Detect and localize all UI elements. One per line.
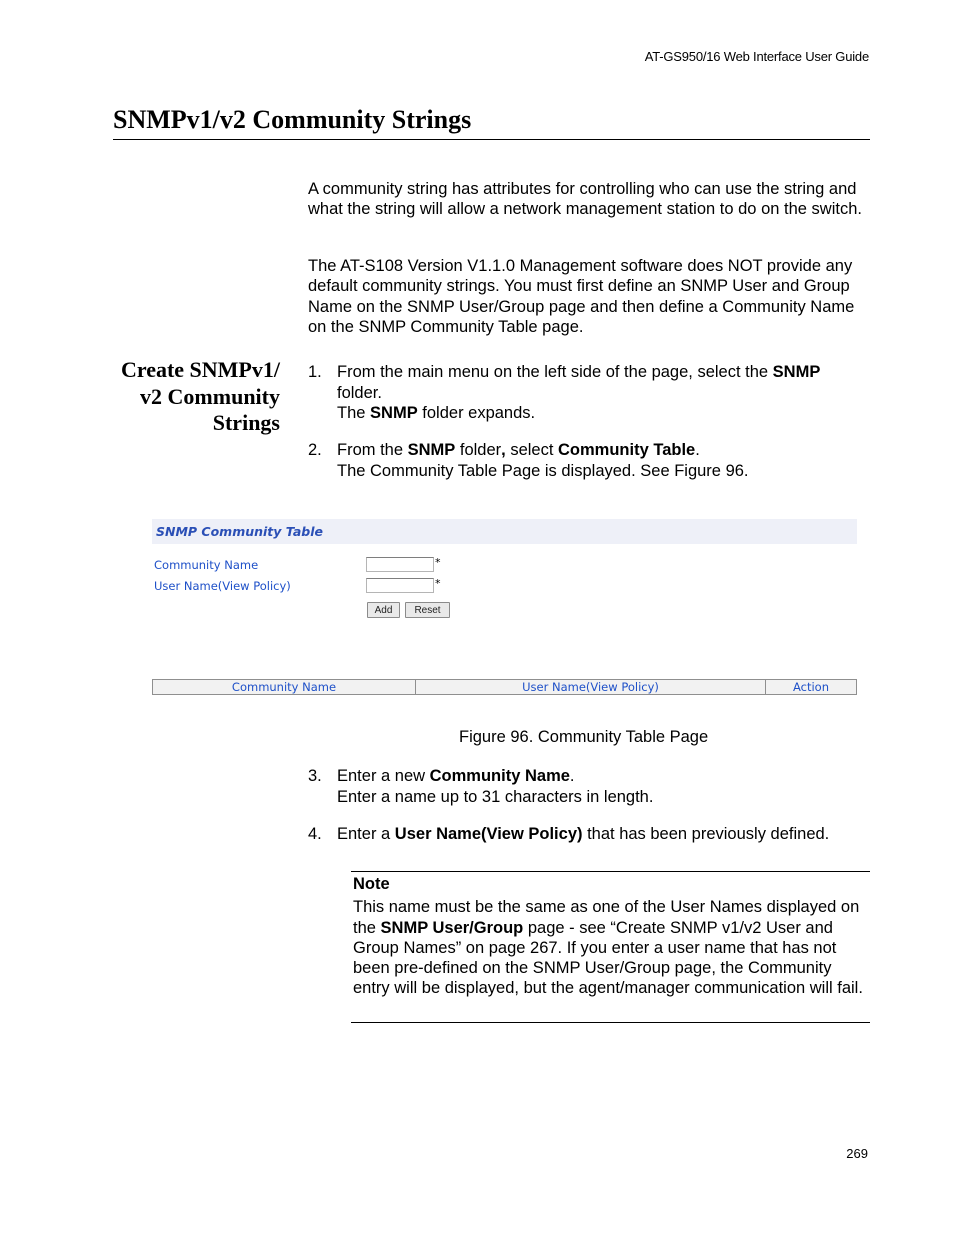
- user-name-view-policy-label: User Name(View Policy): [154, 579, 291, 593]
- running-header: AT-GS950/16 Web Interface User Guide: [644, 49, 869, 64]
- community-table-header: [152, 679, 857, 695]
- section-title: SNMPv1/v2 Community Strings: [113, 105, 870, 140]
- community-table-figure: [152, 519, 857, 699]
- step-3: 3. Enter a new Community Name. Enter a name up to 31 characters in length.: [308, 767, 654, 806]
- user-name-view-policy-input[interactable]: [366, 578, 434, 593]
- community-name-input[interactable]: [366, 557, 434, 572]
- subsection-title: Create SNMPv1/ v2 Community Strings: [120, 357, 280, 435]
- required-mark: *: [435, 577, 441, 590]
- step-number: 4.: [308, 825, 322, 843]
- figure-caption: Figure 96. Community Table Page: [459, 728, 709, 746]
- add-button[interactable]: Add: [367, 602, 400, 618]
- reset-button[interactable]: Reset: [405, 602, 450, 618]
- step-number: 1.: [308, 363, 322, 381]
- note-title: Note: [353, 875, 390, 893]
- community-name-label: Community Name: [154, 558, 259, 572]
- step-number: 2.: [308, 441, 322, 459]
- step-1: 1. From the main menu on the left side of the page, select the SNMP folder. The SNMP folder expands.: [308, 363, 821, 422]
- step-4: 4. Enter a User Name(View Policy) that has been previously defined.: [308, 825, 830, 843]
- panel-title: SNMP Community Table: [152, 519, 857, 544]
- column-community-name: Community Name: [153, 680, 416, 694]
- note-body: This name must be the same as one of the User Names displayed on the SNMP User/Group page - see “Create SNMP v1/v2 User and Group Names” on page 267. If you enter a user name that has not been pre-defined on the SNMP User/Group page, the Community entry will be displayed, but the agent/manager communication will fail.: [353, 898, 863, 998]
- intro-paragraph-1: A community string has attributes for controlling who can use the string and what the string will allow a network management station to do on the switch.: [308, 180, 862, 219]
- note-box: [351, 871, 870, 1023]
- column-user-name-view-policy: User Name(View Policy): [416, 680, 766, 694]
- intro-paragraph-2: The AT-S108 Version V1.1.0 Management software does NOT provide any default community strings. You must first define an SNMP User and Group Name on the SNMP User/Group page and then define a Community Name on the SNMP Community Table page.: [308, 257, 855, 336]
- column-action: Action: [792, 680, 830, 694]
- step-2: 2. From the SNMP folder, select Community Table. The Community Table Page is displayed. See Figure 96.: [308, 441, 749, 480]
- page-number: 269: [846, 1146, 868, 1161]
- required-mark: *: [435, 556, 441, 569]
- step-number: 3.: [308, 767, 322, 785]
